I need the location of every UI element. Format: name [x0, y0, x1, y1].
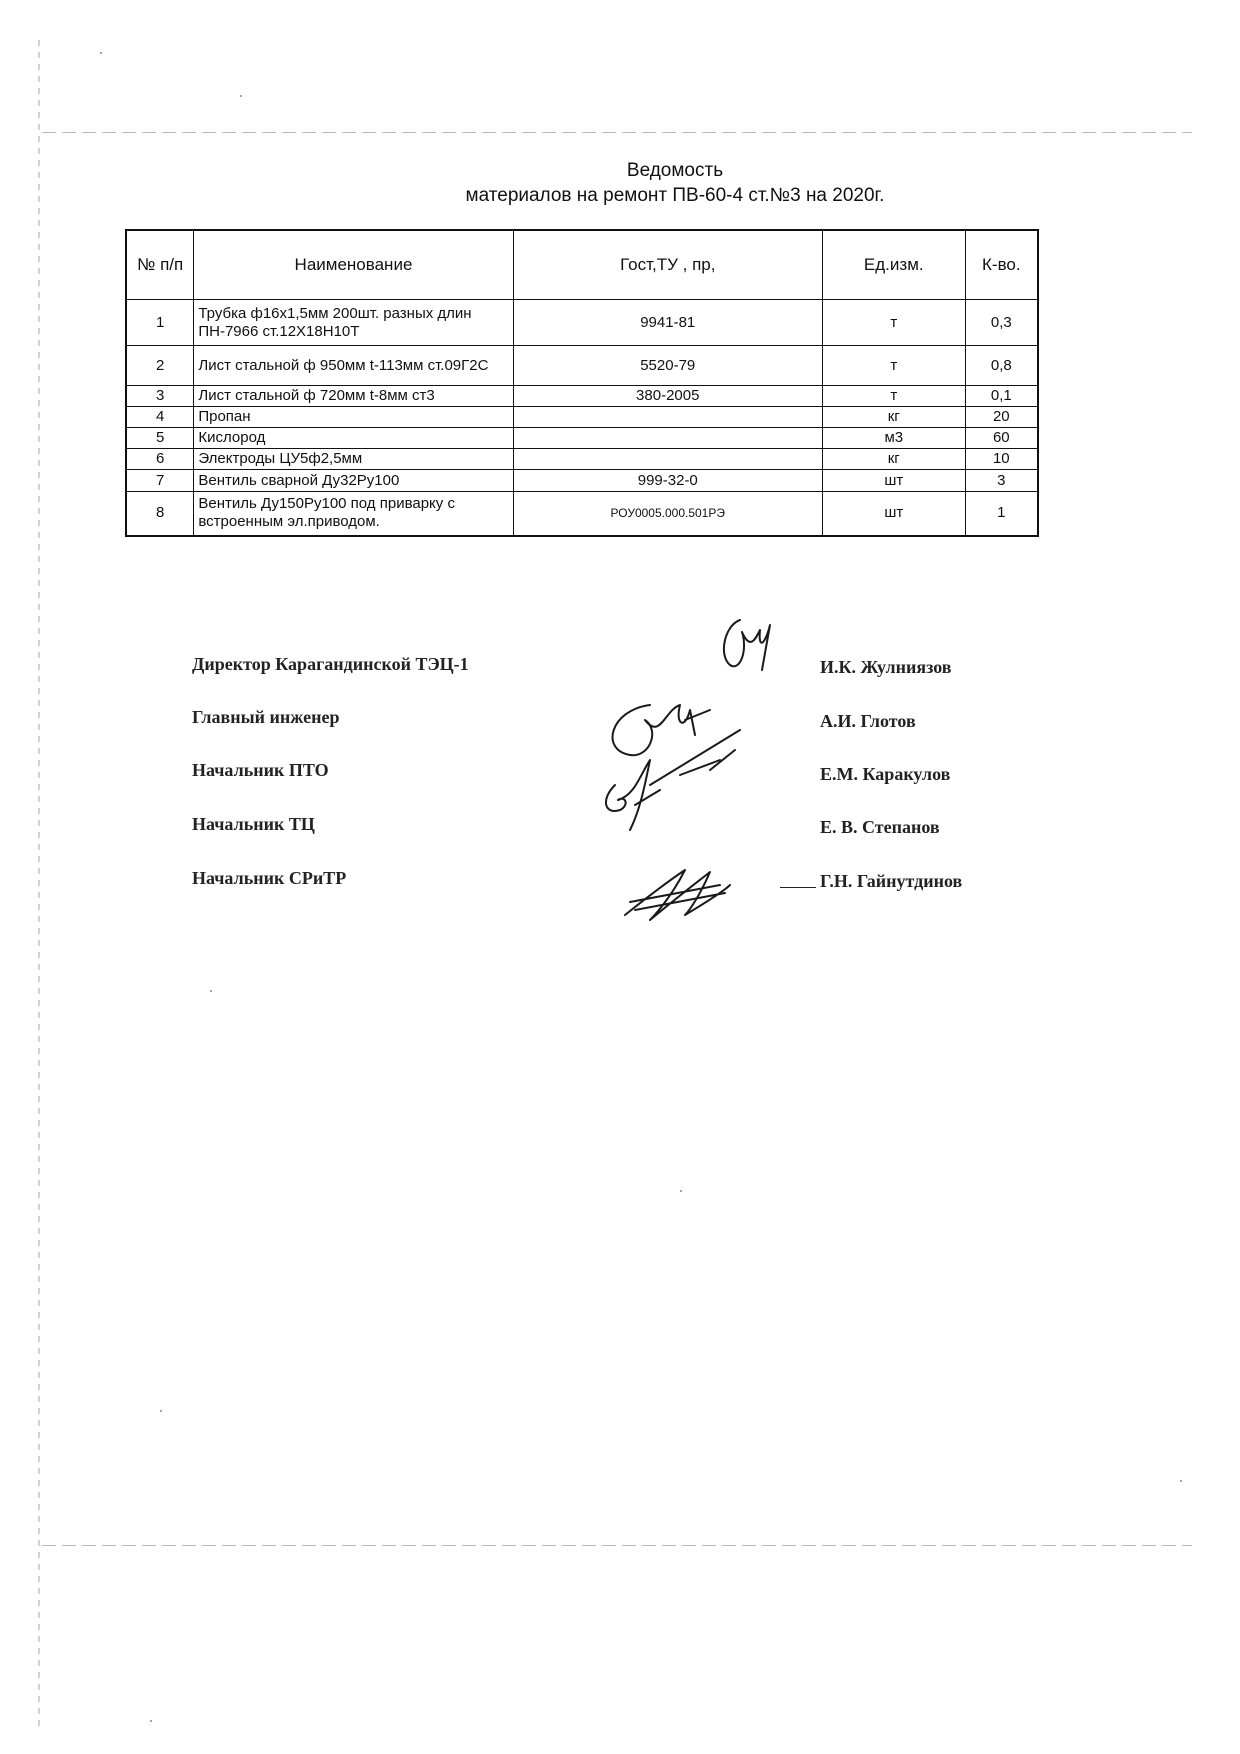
cell-number: 8	[126, 492, 194, 536]
cell-gost: 5520-79	[513, 346, 822, 386]
document-title-line2: материалов на ремонт ПВ-60-4 ст.№3 на 2020г.	[465, 185, 885, 206]
cell-unit: кг	[822, 449, 965, 470]
cell-gost	[513, 407, 822, 428]
document-title	[0, 158, 1240, 208]
cell-unit: т	[822, 300, 965, 346]
table-row	[126, 492, 1038, 536]
signatory-title: Директор Карагандинской ТЭЦ-1	[192, 654, 469, 674]
cell-name: Лист стальной ф 950мм t-113мм ст.09Г2С	[194, 346, 513, 386]
signatory-title: Главный инженер	[192, 707, 340, 727]
cell-name: Вентиль Ду150Ру100 под приварку с встроенным эл.приводом.	[194, 492, 513, 536]
cell-number: 5	[126, 428, 194, 449]
cell-name: Лист стальной ф 720мм t-8мм ст3	[194, 386, 513, 407]
table-row	[126, 386, 1038, 407]
cell-quantity: 0,3	[965, 300, 1038, 346]
cell-unit: шт	[822, 492, 965, 536]
cell-quantity: 0,1	[965, 386, 1038, 407]
signatory-name: А.И. Глотов	[820, 711, 916, 731]
cell-quantity: 3	[965, 470, 1038, 492]
cell-name: Кислород	[194, 428, 513, 449]
cell-number: 6	[126, 449, 194, 470]
cell-name: Электроды ЦУ5ф2,5мм	[194, 449, 513, 470]
scan-dashed-line-bottom	[42, 1545, 1192, 1546]
signatory-name: Г.Н. Гайнутдинов	[820, 871, 963, 891]
cell-number: 2	[126, 346, 194, 386]
cell-quantity: 60	[965, 428, 1038, 449]
cell-unit: шт	[822, 470, 965, 492]
scan-speck	[1180, 1480, 1182, 1482]
table-header-row	[126, 230, 1038, 300]
scan-speck	[210, 990, 212, 992]
signatory-title: Начальник ТЦ	[192, 814, 315, 834]
table-row	[126, 449, 1038, 470]
cell-name: Трубка ф16х1,5мм 200шт. разных длин ПН-7966 ст.12Х18Н10Т	[194, 300, 513, 346]
cell-gost: РОУ0005.000.501РЭ	[513, 492, 822, 536]
cell-name: Вентиль сварной Ду32Ру100	[194, 470, 513, 492]
cell-quantity: 20	[965, 407, 1038, 428]
scan-dashed-line-top	[42, 132, 1192, 133]
signatory-title: Начальник СРиТР	[192, 868, 347, 888]
cell-unit: кг	[822, 407, 965, 428]
cell-number: 3	[126, 386, 194, 407]
cell-number: 1	[126, 300, 194, 346]
handwritten-signatures	[590, 610, 810, 930]
header-quantity: К-во.	[965, 230, 1038, 300]
signatory-name: Е.М. Каракулов	[820, 764, 951, 784]
scan-speck	[160, 1410, 162, 1412]
cell-gost: 9941-81	[513, 300, 822, 346]
header-unit: Ед.изм.	[822, 230, 965, 300]
signature-chief-engineer	[613, 705, 740, 785]
scan-edge-artifact	[38, 40, 40, 1730]
cell-unit: м3	[822, 428, 965, 449]
scan-speck	[680, 1190, 682, 1192]
scan-speck	[100, 52, 102, 54]
signatory-name: И.К. Жулниязов	[820, 657, 952, 677]
signature-tc-head	[606, 760, 660, 830]
table-row	[126, 346, 1038, 386]
table-row	[126, 407, 1038, 428]
cell-quantity: 1	[965, 492, 1038, 536]
header-name: Наименование	[194, 230, 513, 300]
cell-number: 7	[126, 470, 194, 492]
table-row	[126, 428, 1038, 449]
table-row	[126, 300, 1038, 346]
signature-director	[724, 620, 770, 670]
header-number: № п/п	[126, 230, 194, 300]
cell-gost	[513, 449, 822, 470]
cell-number: 4	[126, 407, 194, 428]
materials-table	[125, 229, 1039, 537]
cell-gost: 380-2005	[513, 386, 822, 407]
cell-unit: т	[822, 386, 965, 407]
table-row	[126, 470, 1038, 492]
cell-unit: т	[822, 346, 965, 386]
cell-gost: 999-32-0	[513, 470, 822, 492]
signatory-title: Начальник ПТО	[192, 760, 329, 780]
cell-quantity: 10	[965, 449, 1038, 470]
scan-speck	[240, 95, 242, 97]
header-gost: Гост,ТУ , пр,	[513, 230, 822, 300]
cell-quantity: 0,8	[965, 346, 1038, 386]
signature-srtr-head	[625, 870, 730, 920]
signatory-name: Е. В. Степанов	[820, 817, 940, 837]
cell-name: Пропан	[194, 407, 513, 428]
document-title-line1: Ведомость	[626, 160, 724, 181]
cell-gost	[513, 428, 822, 449]
scan-speck	[150, 1720, 152, 1722]
